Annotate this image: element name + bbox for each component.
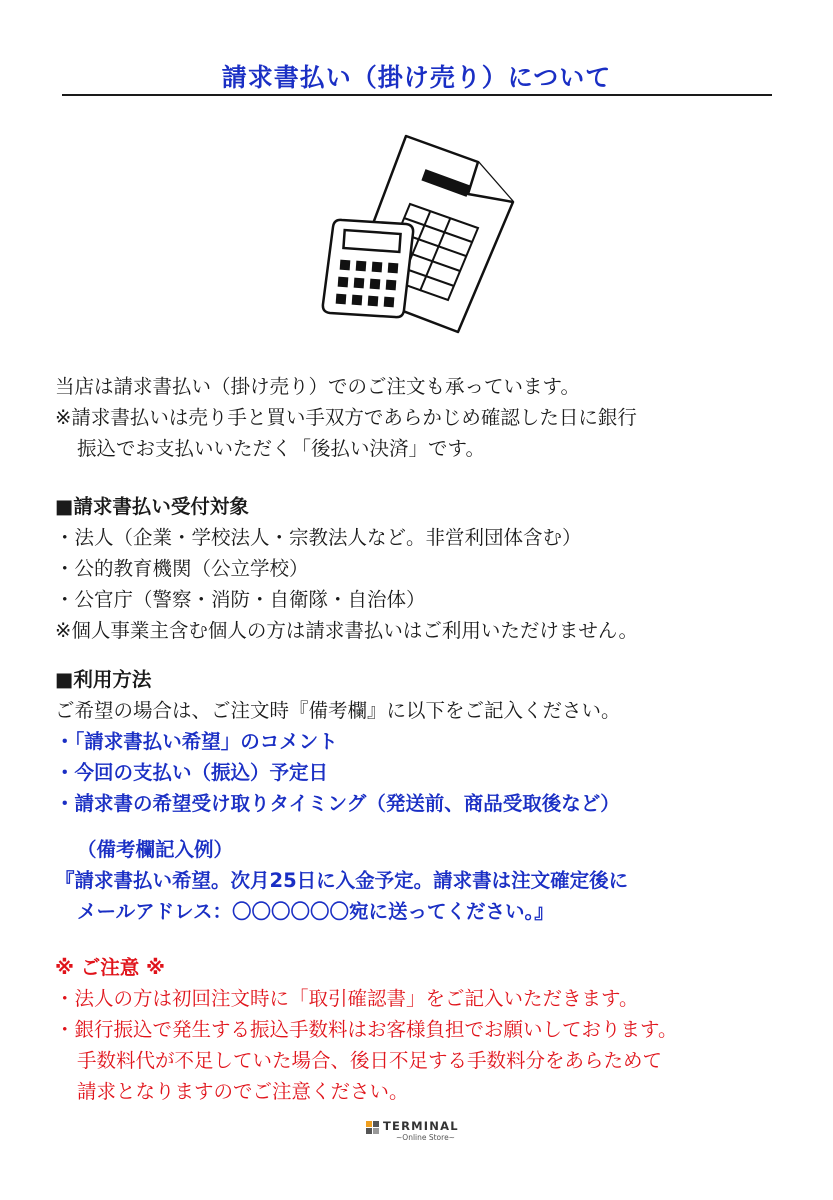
example-heading: （備考欄記入例） — [77, 838, 234, 861]
caution-line: ・法人の方は初回注文時に「取引確認書」をご記入いただきます。 — [55, 987, 639, 1010]
example-line: 『請求書払い希望。次月25日に入金予定。請求書は注文確定後に — [55, 869, 629, 892]
usage-heading: ■利用方法 — [55, 668, 152, 691]
list-item: ・請求書の希望受け取りタイミング（発送前、商品受取後など） — [55, 792, 620, 815]
targets-section — [55, 491, 815, 646]
usage-section — [55, 664, 815, 819]
usage-desc: ご希望の場合は、ご注文時『備考欄』に以下をご記入ください。 — [55, 699, 621, 722]
list-item: ・公官庁（警察・消防・自衛隊・自治体） — [55, 588, 426, 611]
logo-name: TERMINAL — [383, 1119, 459, 1133]
caution-line: 手数料代が不足していた場合、後日不足する手数料分をあらためて — [77, 1049, 663, 1072]
caution-line: ・銀行振込で発生する振込手数料はお客様負担でお願いしております。 — [55, 1018, 678, 1041]
example-section — [55, 834, 815, 927]
invoice-calculator-icon — [318, 132, 518, 342]
example-line: メールアドレス：〇〇〇〇〇〇宛に送ってください。』 — [77, 900, 554, 923]
targets-note: ※個人事業主含む個人の方は請求書払いはご利用いただけません。 — [55, 619, 639, 642]
caution-line: 請求となりますのでご注意ください。 — [77, 1080, 409, 1103]
page-title: 請求書払い（掛け売り）について — [221, 63, 612, 92]
intro-line: 当店は請求書払い（掛け売り）でのご注文も承っています。 — [55, 375, 580, 398]
caution-heading: ※ ご注意 ※ — [55, 956, 165, 979]
caution-section — [55, 952, 815, 1107]
terminal-logo — [366, 1119, 476, 1145]
intro-line: 振込でお支払いいただく「後払い決済」です。 — [77, 437, 485, 460]
list-item: ・今回の支払い（振込）予定日 — [55, 761, 329, 784]
intro-line: ※請求書払いは売り手と買い手双方であらかじめ確認した日に銀行 — [55, 406, 637, 429]
intro-section — [55, 371, 815, 464]
list-item: ・「請求書払い希望」のコメント — [55, 730, 338, 753]
terminal-logo-mark — [366, 1121, 380, 1135]
targets-heading: ■請求書払い受付対象 — [55, 495, 249, 518]
logo-subtitle: ~Online Store~ — [396, 1133, 455, 1142]
list-item: ・公的教育機関（公立学校） — [55, 557, 309, 580]
title-underline — [62, 94, 772, 96]
list-item: ・法人（企業・学校法人・宗教法人など。非営利団体含む） — [55, 526, 582, 549]
